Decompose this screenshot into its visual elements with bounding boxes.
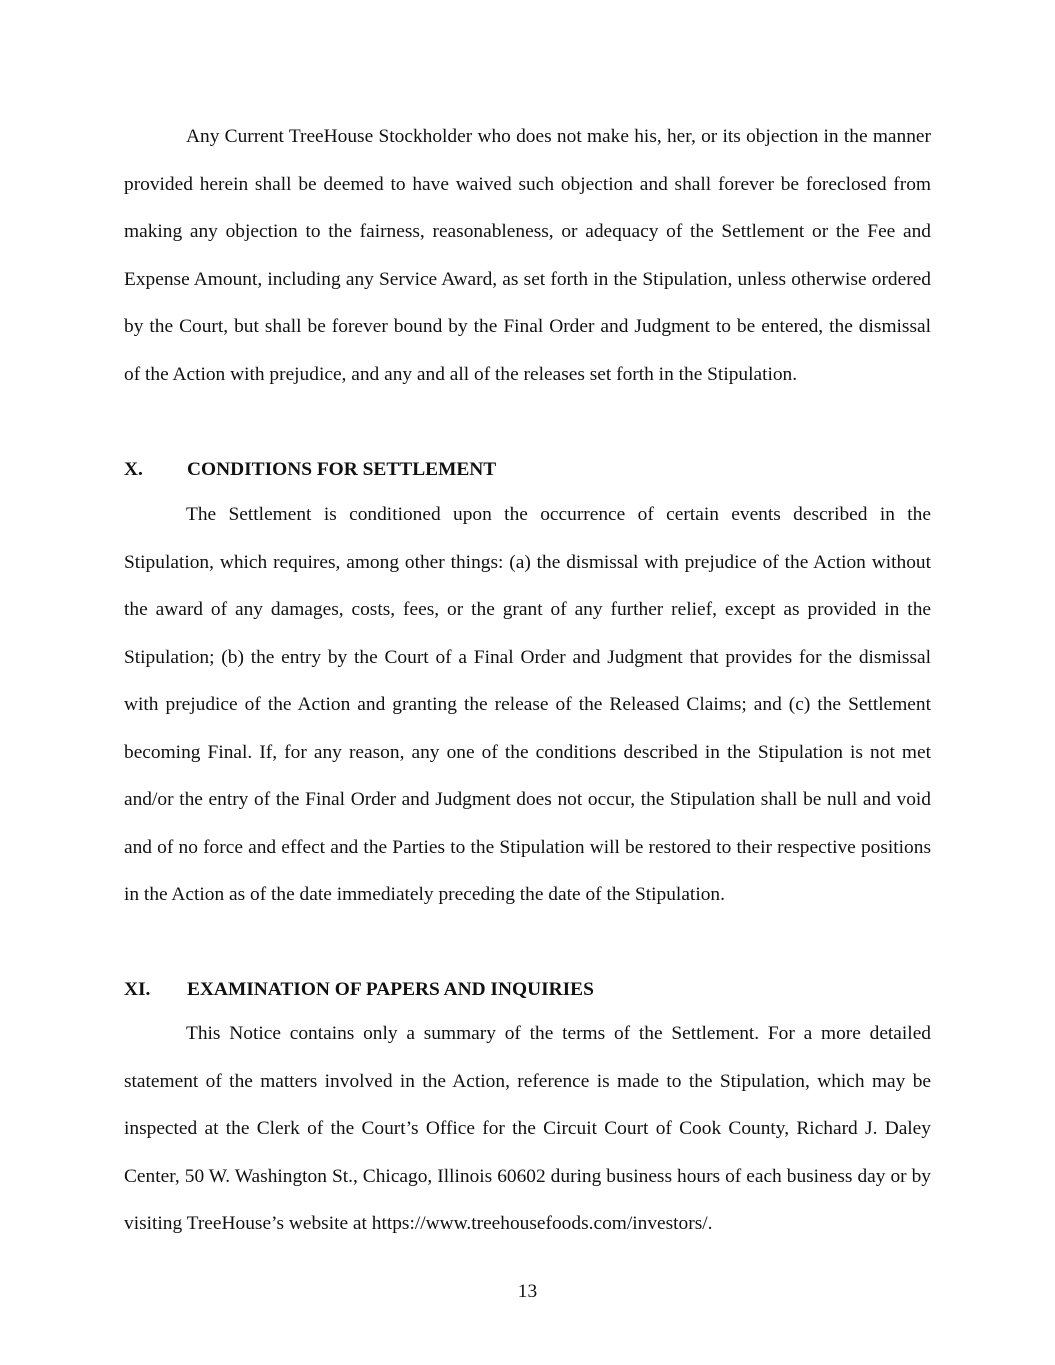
section-xi-number: XI. — [124, 979, 151, 1000]
section-x-heading — [124, 458, 496, 482]
objection-paragraph: Any Current TreeHouse Stockholder who does not make his, her, or its objection in the manner provided herein shall be deemed to have waived such objection and shall forever be foreclosed from making any objection to the fairness, reasonableness, or adequacy of the Settlement or the Fee and Expense Amount, including any Service Award, as set forth in the Stipulation, unless otherwise ordered by the Court, but shall be forever bound by the Final Order and Judgment to be entered, the dismissal of the Action with prejudice, and any and all of the releases set forth in the Stipulation. — [124, 126, 931, 385]
section-xi-body: This Notice contains only a summary of the terms of the Settlement. For a more detailed statement of the matters involved in the Action, reference is made to the Stipulation, which may be inspected at the Clerk of the Court’s Office for the Circuit Court of Cook County, Richard J. Daley Center, 50 W. Washington St., Chicago, Illinois 60602 during business hours of each business day or by visiting TreeHouse’s website at https://www.treehousefoods.com/investors/. — [124, 1023, 931, 1234]
section-xi-heading — [124, 978, 594, 1002]
page-number: 13 — [517, 1281, 538, 1302]
section-xi-title: EXAMINATION OF PAPERS AND INQUIRIES — [187, 979, 594, 1000]
section-x-title: CONDITIONS FOR SETTLEMENT — [187, 459, 497, 480]
section-x-body: The Settlement is conditioned upon the occurrence of certain events described in the Stipulation, which requires, among other things: (a) the dismissal with prejudice of the Action without the award of any damages, costs, fees, or the grant of any further relief, except as provided in the Stipulation; (b) the entry by the Court of a Final Order and Judgment that provides for the dismissal with prejudice of the Action and granting the release of the Released Claims; and (c) the Settlement becoming Final. If, for any reason, any one of the conditions described in the Stipulation is not met and/or the entry of the Final Order and Judgment does not occur, the Stipulation shall be null and void and of no force and effect and the Parties to the Stipulation will be restored to their respective positions in the Action as of the date immediately preceding the date of the Stipulation. — [124, 504, 931, 905]
section-x-number: X. — [124, 459, 143, 480]
